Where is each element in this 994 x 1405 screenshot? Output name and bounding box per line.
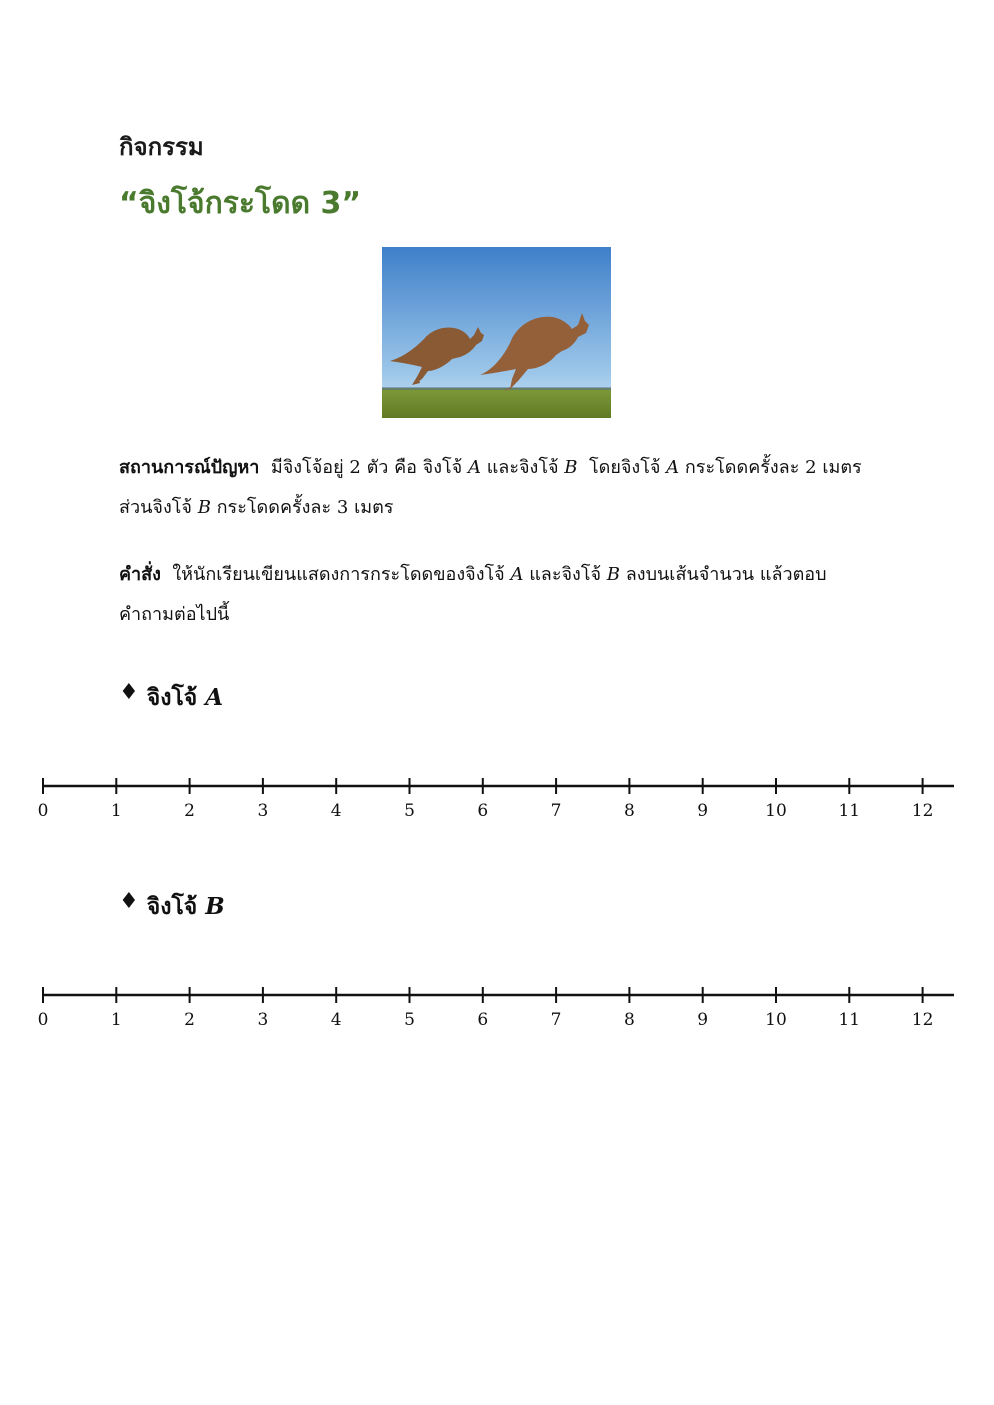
- instruction-text: และจิงโจ้: [529, 564, 602, 585]
- number-line-label: 0: [37, 801, 49, 821]
- number-line-label: 6: [477, 1010, 489, 1030]
- number-line-label: 5: [404, 801, 415, 821]
- number-line-label: 1: [110, 1010, 122, 1030]
- number-line-label: 4: [330, 1010, 342, 1030]
- var-a: A: [467, 457, 481, 478]
- number-line-label: 4: [330, 801, 342, 821]
- number-line-label: 10: [765, 801, 787, 821]
- number-line-label: 2: [184, 1010, 196, 1030]
- problem-text: โดยจิงโจ้: [588, 457, 661, 478]
- problem-text: กระโดดครั้งละ: [216, 497, 332, 518]
- section-b-heading: [119, 889, 225, 925]
- activity-heading: กิจกรรม: [119, 133, 204, 161]
- var-a: A: [666, 457, 680, 478]
- number-line-b[interactable]: [0, 979, 994, 1039]
- number-line-label: 12: [911, 801, 934, 821]
- number-line-label: 3: [257, 1010, 269, 1030]
- problem-label: สถานการณ์ปัญหา: [119, 457, 260, 478]
- problem-paragraph: [119, 448, 879, 528]
- number-line-label: 8: [623, 801, 635, 821]
- section-b-label: จิงโจ้: [146, 894, 198, 920]
- number-line-label: 5: [404, 1010, 415, 1030]
- number-line-label: 11: [838, 1010, 861, 1030]
- activity-title: “จิงโจ้กระโดด 3”: [119, 186, 362, 221]
- instruction-paragraph: [119, 555, 879, 635]
- problem-number: 2: [805, 457, 817, 478]
- diamond-icon: ♦: [119, 889, 139, 914]
- number-line-label: 1: [110, 801, 122, 821]
- number-line-label: 11: [838, 801, 861, 821]
- problem-number: 3: [336, 497, 349, 518]
- problem-text: เมตร: [354, 497, 394, 518]
- var-b: B: [564, 457, 578, 478]
- number-line-label: 9: [697, 801, 709, 821]
- diamond-icon: ♦: [119, 680, 139, 705]
- number-line-label: 9: [697, 1010, 709, 1030]
- instruction-label: คำสั่ง: [119, 564, 161, 585]
- number-line-label: 0: [37, 1010, 49, 1030]
- problem-text: และจิงโจ้: [486, 457, 559, 478]
- problem-text: เมตร ส่วนจิงโจ้: [119, 457, 862, 518]
- problem-text: กระโดดครั้งละ: [684, 457, 800, 478]
- instruction-text: ให้นักเรียนเขียนแสดงการกระโดดของจิงโจ้: [172, 564, 505, 585]
- var-b: B: [606, 564, 621, 585]
- number-line-label: 3: [257, 801, 269, 821]
- var-b: B: [197, 497, 211, 518]
- problem-text: มีจิงโจ้อยู่: [270, 457, 344, 478]
- number-line-label: 12: [911, 1010, 934, 1030]
- number-line-label: 7: [550, 801, 562, 821]
- section-a-heading: [119, 680, 223, 716]
- kangaroo-photo: [382, 247, 611, 418]
- problem-text: ตัว คือ จิงโจ้: [366, 457, 463, 478]
- var-a: A: [205, 684, 224, 711]
- number-line-label: 7: [550, 1010, 562, 1030]
- var-a: A: [510, 564, 524, 585]
- number-line-label: 10: [765, 1010, 787, 1030]
- number-line-label: 6: [477, 801, 489, 821]
- number-line-label: 2: [184, 801, 196, 821]
- var-b: B: [205, 893, 225, 920]
- section-a-label: จิงโจ้: [146, 685, 198, 711]
- number-line-label: 8: [623, 1010, 635, 1030]
- problem-number: 2: [349, 457, 361, 478]
- instruction-text: ลงบนเส้นจำนวน แล้วตอบคำถามต่อไปนี้: [119, 564, 827, 625]
- number-line-a[interactable]: [0, 770, 994, 830]
